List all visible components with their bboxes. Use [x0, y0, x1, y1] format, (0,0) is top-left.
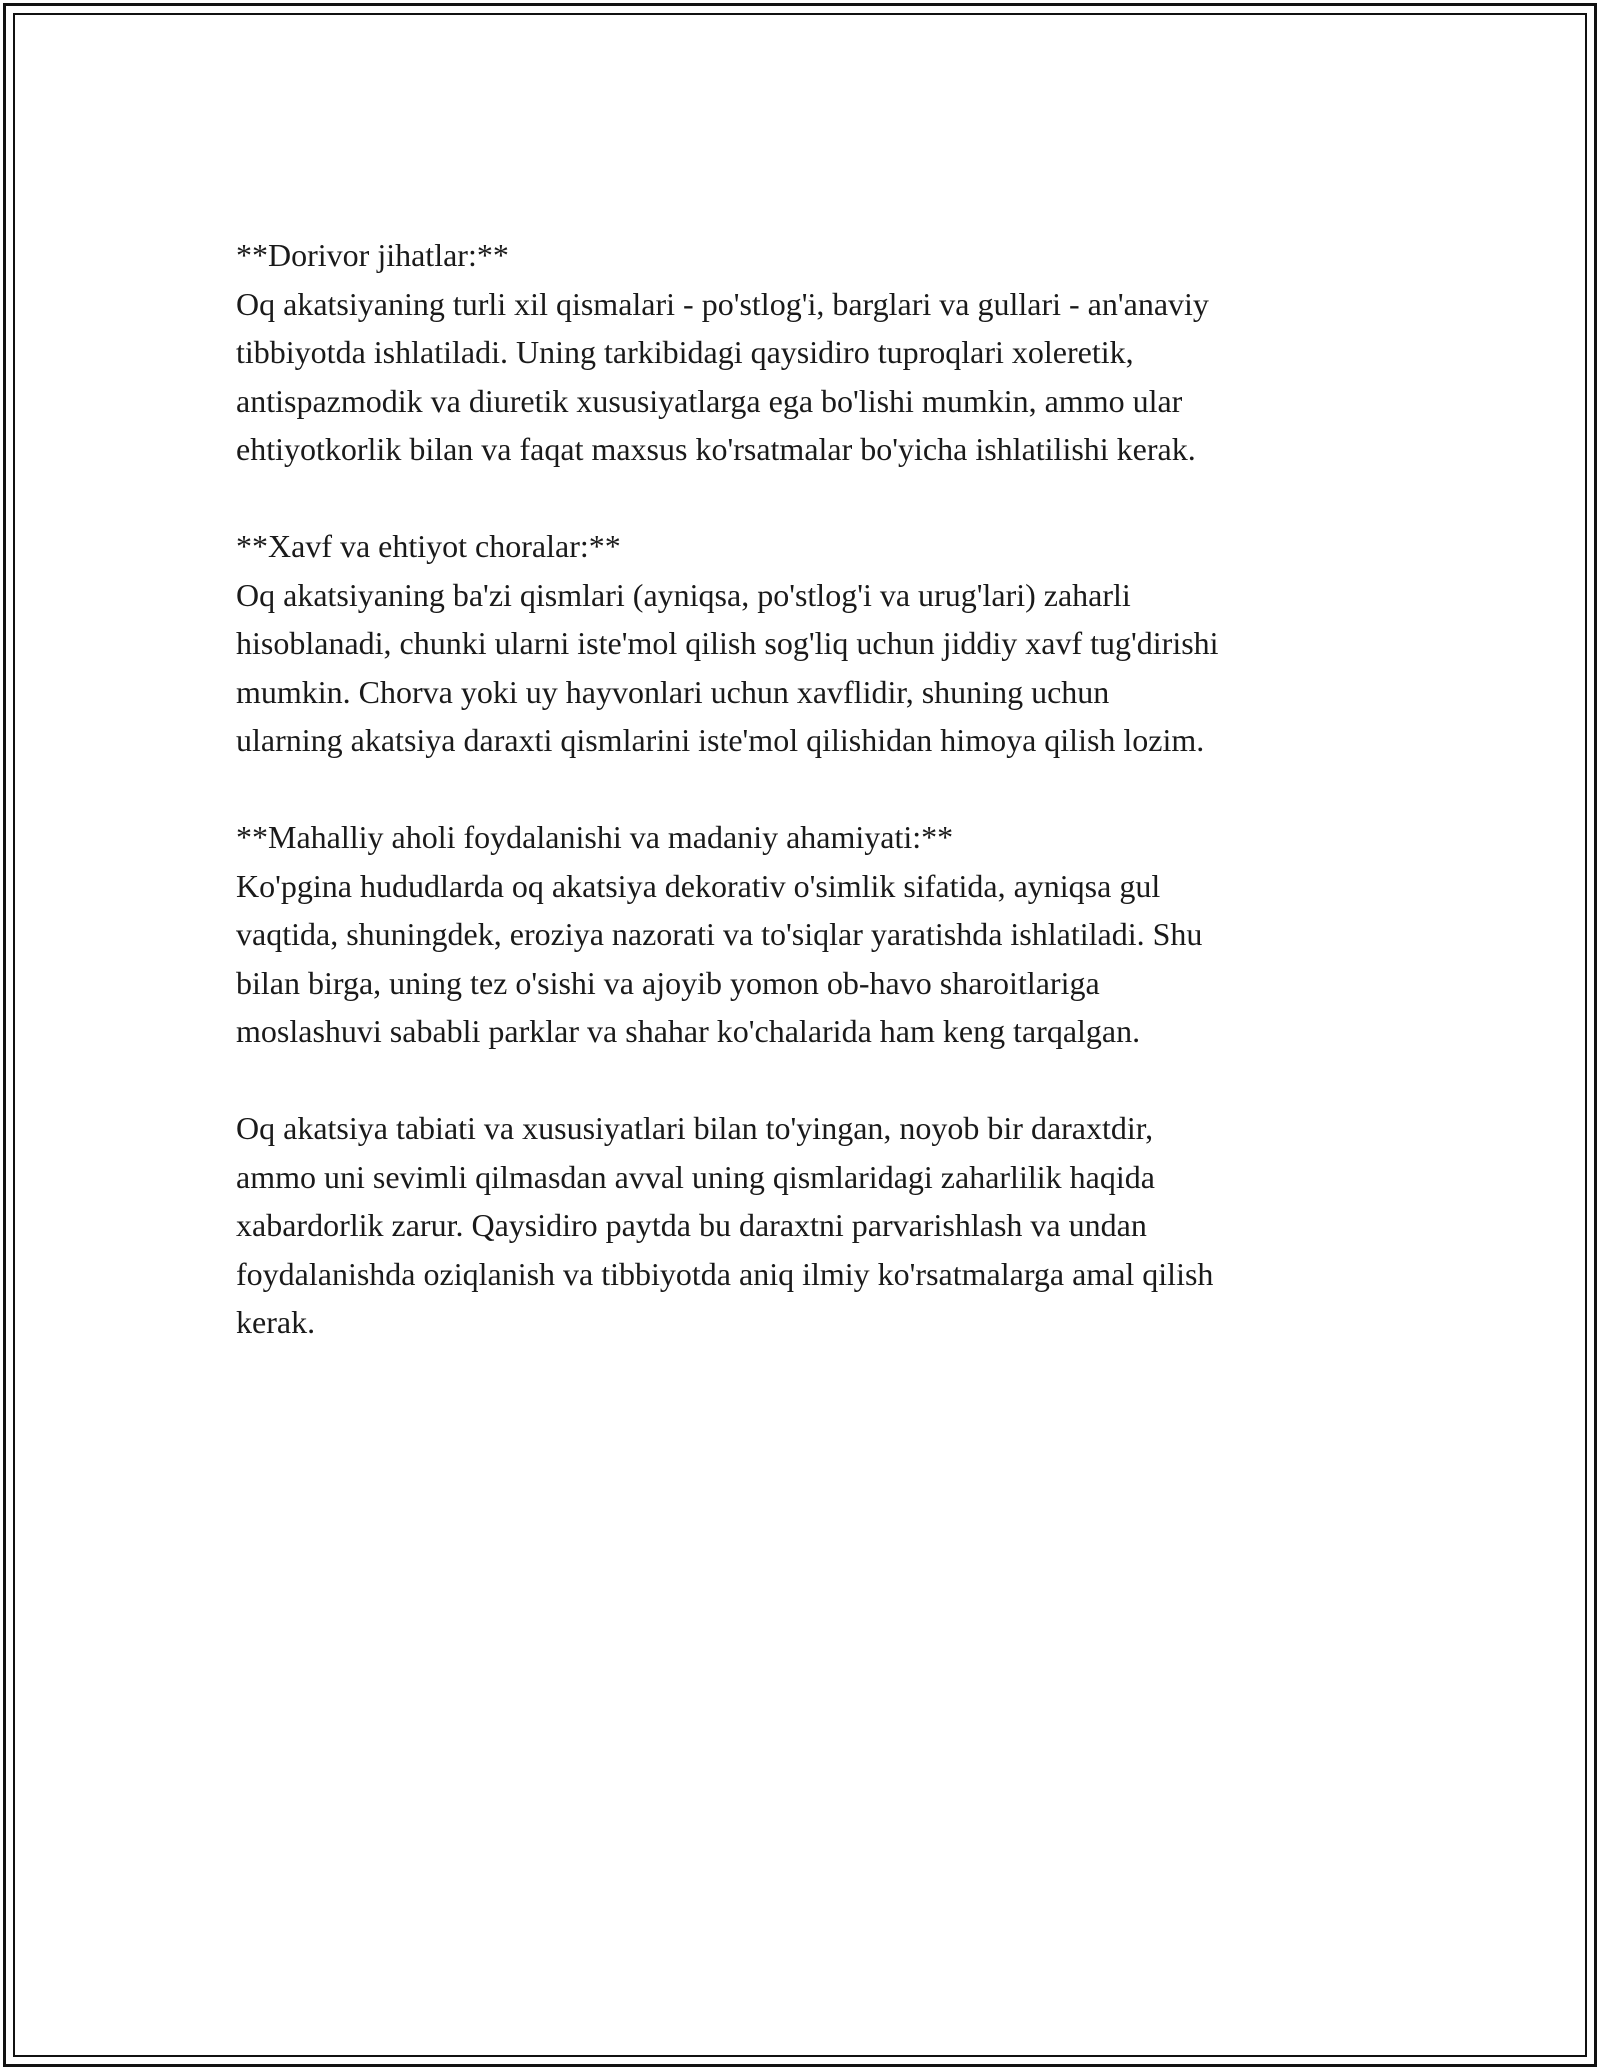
section-text: Ko'pgina hududlarda oq akatsiya dekorativ o'simlik sifatida, ayniqsa gul vaqtida, shuningdek, eroziya nazorati va to'siqlar yaratishda ishlatiladi. Shu bilan birga, uning tez o'sishi va ajoyib yomon ob-havo sharoitlariga moslashuvi sababli parklar va shahar ko'chalarida ham keng tarqalgan. [236, 867, 1203, 1049]
section-heading: **Dorivor jihatlar:** [236, 237, 509, 273]
section-danger [236, 522, 1386, 765]
conclusion-paragraph [236, 1104, 1386, 1347]
section-local-use [236, 813, 1386, 1056]
section-text: Oq akatsiyaning ba'zi qismlari (ayniqsa, po'stlog'i va urug'lari) zaharli hisoblanadi, chunki ularni iste'mol qilish sog'liq uchun jiddiy xavf tug'dirishi mumkin. Chorva yoki uy hayvonlari uchun xavflidir, shuning uchun ularning akatsiya daraxti qismlarini iste'mol qilishidan himoya qilish lozim. [236, 576, 1219, 758]
section-medicinal [236, 231, 1386, 474]
section-text: Oq akatsiyaning turli xil qismalari - po'stlog'i, barglari va gullari - an'anaviy tibbiyotda ishlatiladi. Uning tarkibidagi qaysidiro tuproqlari xoleretik, antispazmodik va diuretik xususiyatlarga ega bo'lishi mumkin, ammo ular ehtiyotkorlik bilan va faqat maxsus ko'rsatmalar bo'yicha ishlatilishi kerak. [236, 285, 1209, 467]
section-heading: **Mahalliy aholi foydalanishi va madaniy ahamiyati:** [236, 819, 954, 855]
section-heading: **Xavf va ehtiyot choralar:** [236, 528, 621, 564]
document-body [236, 231, 1386, 1395]
conclusion-text: Oq akatsiya tabiati va xususiyatlari bilan to'yingan, noyob bir daraxtdir, ammo uni sevimli qilmasdan avval uning qismlaridagi zaharlilik haqida xabardorlik zarur. Qaysidiro paytda bu daraxtni parvarishlash va undan foydalanishda oziqlanish va tibbiyotda aniq ilmiy ko'rsatmalarga amal qilish kerak. [236, 1110, 1214, 1340]
